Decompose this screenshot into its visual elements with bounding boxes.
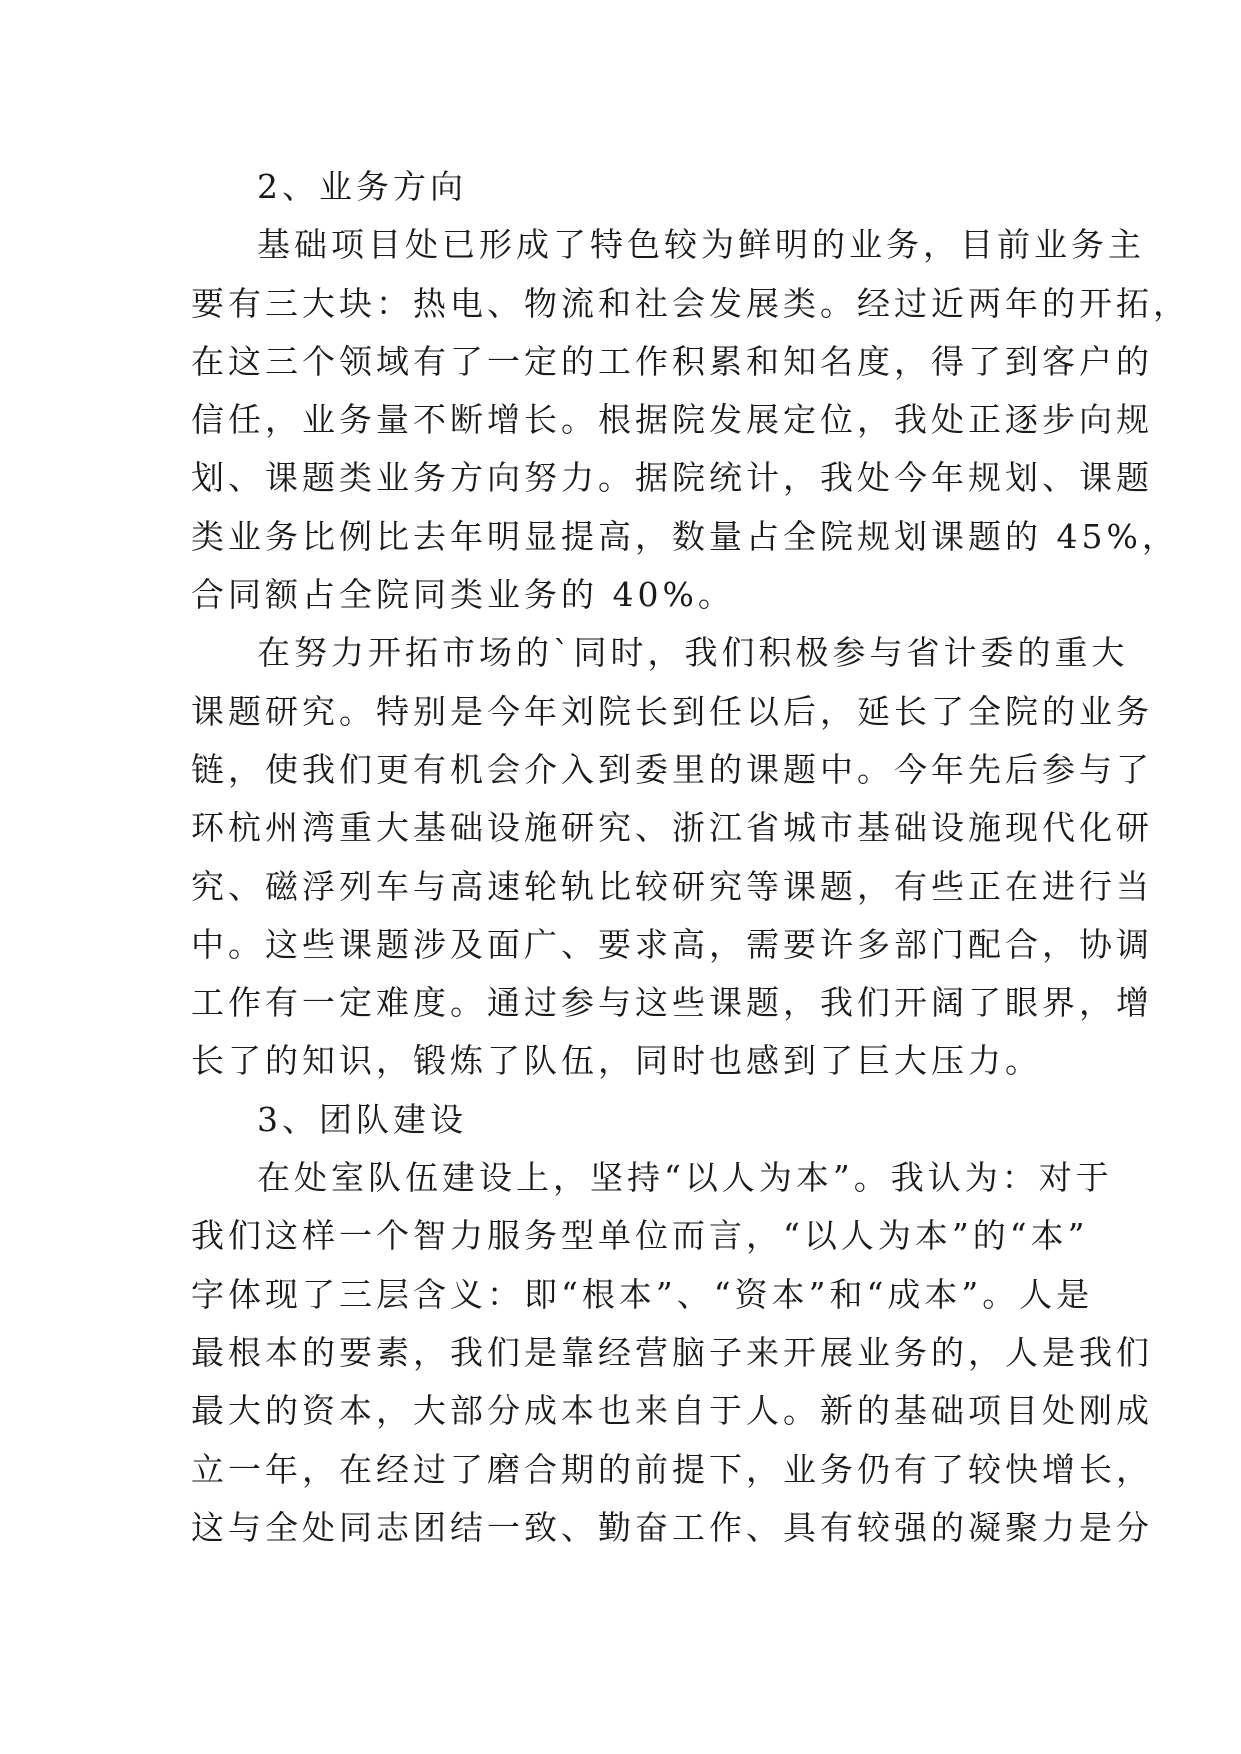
- paragraph-line: 要有三大块：热电、物流和社会发展类。经过近两年的开拓，: [191, 283, 1190, 323]
- paragraph-line: 立一年，在经过了磨合期的前提下，业务仍有了较快增长，: [191, 1449, 1153, 1489]
- paragraph-line: 信任，业务量不断增长。根据院发展定位，我处正逐步向规: [191, 400, 1153, 440]
- paragraph-line: 最大的资本，大部分成本也来自于人。新的基础项目处刚成: [191, 1391, 1153, 1431]
- paragraph-line: 我们这样一个智力服务型单位而言，“以人为本”的“本”: [191, 1216, 1089, 1256]
- section-heading-team-building: 3、团队建设: [257, 1099, 467, 1139]
- paragraph-line: 最根本的要素，我们是靠经营脑子来开展业务的，人是我们: [191, 1332, 1153, 1372]
- paragraph-line: 长了的知识，锻炼了队伍，同时也感到了巨大压力。: [191, 1041, 1042, 1081]
- section-heading-business-direction: 2、业务方向: [257, 167, 467, 206]
- paragraph-line: 链，使我们更有机会介入到委里的课题中。今年先后参与了: [191, 749, 1153, 789]
- paragraph-line: 中。这些课题涉及面广、要求高，需要许多部门配合，协调: [191, 924, 1153, 964]
- paragraph-line: 究、磁浮列车与高速轮轨比较研究等课题，有些正在进行当: [191, 866, 1153, 906]
- paragraph-line: 划、课题类业务方向努力。据院统计，我处今年规划、课题: [191, 458, 1153, 498]
- document-body: [191, 158, 1190, 1557]
- paragraph-line: 在处室队伍建设上，坚持“以人为本”。我认为：对于: [257, 1158, 1113, 1198]
- paragraph-line: 类业务比例比去年明显提高，数量占全院规划课题的 45%，: [191, 516, 1179, 556]
- paragraph-line: 在这三个领域有了一定的工作积累和知名度，得了到客户的: [191, 341, 1153, 381]
- paragraph-line: 在努力开拓市场的`同时，我们积极参与省计委的重大: [257, 633, 1129, 673]
- paragraph-line: 课题研究。特别是今年刘院长到任以后，延长了全院的业务: [191, 691, 1153, 731]
- paragraph-line: 基础项目处已形成了特色较为鲜明的业务，目前业务主: [257, 225, 1145, 265]
- paragraph-line: 合同额占全院同类业务的 40%。: [191, 575, 735, 615]
- paragraph-line: 这与全处同志团结一致、勤奋工作、具有较强的凝聚力是分: [191, 1507, 1153, 1547]
- paragraph-line: 工作有一定难度。通过参与这些课题，我们开阔了眼界，增: [191, 983, 1153, 1023]
- paragraph-line: 环杭州湾重大基础设施研究、浙江省城市基础设施现代化研: [191, 808, 1153, 848]
- paragraph-line: 字体现了三层含义：即“根本”、“资本”和“成本”。人是: [191, 1274, 1094, 1314]
